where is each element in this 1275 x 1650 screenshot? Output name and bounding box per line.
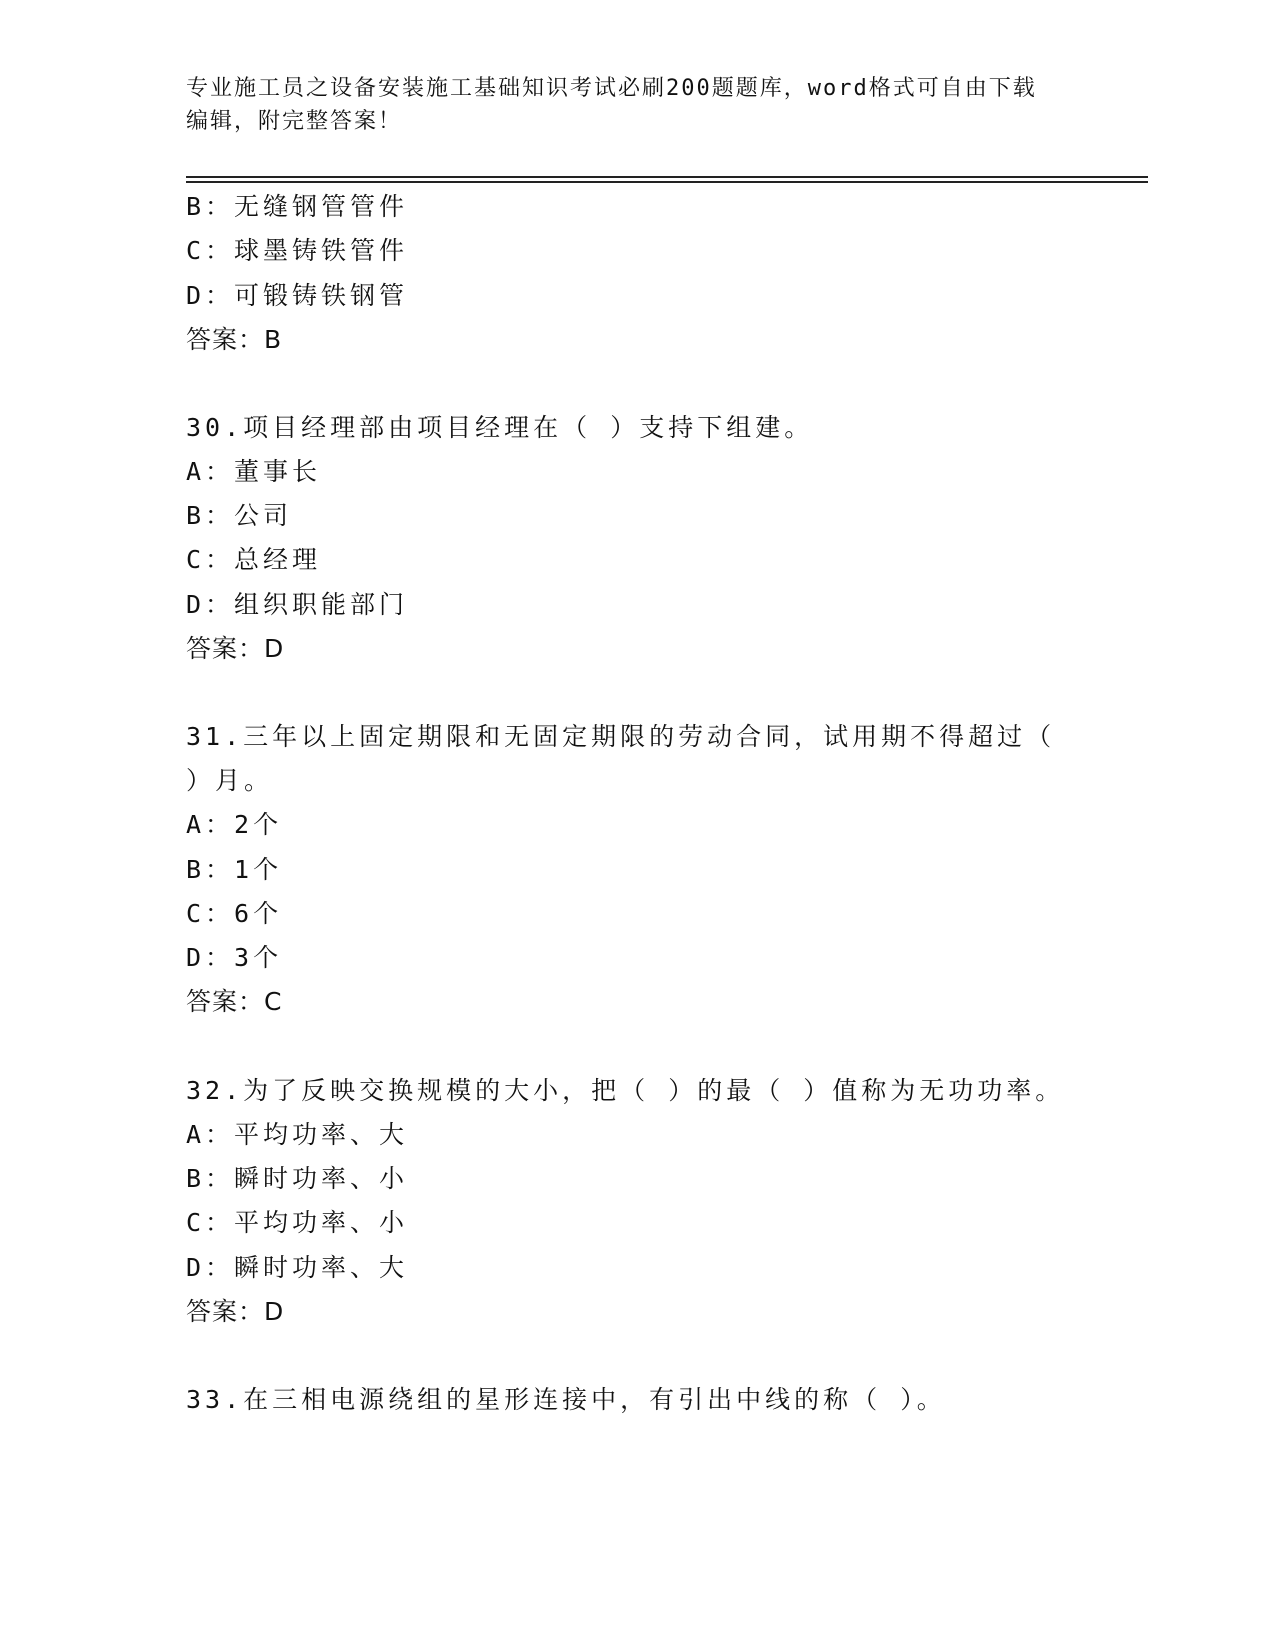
q30-option-d: D：组织职能部门 [186, 590, 409, 619]
q30-option-c: C：总经理 [186, 545, 322, 574]
q32-option-a: A：平均功率、大 [186, 1120, 409, 1149]
q31-option-b: B：1个 [186, 855, 283, 884]
q31-stem-line-1: 31.三年以上固定期限和无固定期限的劳动合同，试用期不得超过（ [186, 722, 1056, 751]
header-line-1: 专业施工员之设备安装施工基础知识考试必刷200题题库，word格式可自由下载 [186, 76, 1037, 101]
q32-option-d: D：瞬时功率、大 [186, 1253, 409, 1282]
q31-stem-line-2: ）月。 [186, 766, 274, 795]
q29-option-b: B：无缝钢管管件 [186, 192, 409, 221]
q30-option-b: B：公司 [186, 501, 293, 530]
header-divider-top [186, 176, 1148, 178]
q29-option-d: D：可锻铸铁钢管 [186, 281, 409, 310]
q30-stem: 30.项目经理部由项目经理在（ ）支持下组建。 [186, 413, 814, 442]
q29-option-c: C：球墨铸铁管件 [186, 236, 409, 265]
q29-answer: 答案：B [186, 325, 283, 354]
header-divider-bottom [186, 181, 1148, 183]
q30-option-a: A：董事长 [186, 457, 322, 486]
q31-answer: 答案：C [186, 987, 283, 1016]
q30-answer: 答案：D [186, 634, 285, 663]
q31-option-a: A：2个 [186, 810, 283, 839]
q33-stem: 33.在三相电源绕组的星形连接中，有引出中线的称（ ）。 [186, 1385, 946, 1414]
q32-option-b: B：瞬时功率、小 [186, 1164, 409, 1193]
q31-option-d: D：3个 [186, 943, 283, 972]
q32-answer: 答案：D [186, 1297, 285, 1326]
q32-stem: 32.为了反映交换规模的大小，把（ ）的最（ ）值称为无功功率。 [186, 1076, 1065, 1105]
q31-option-c: C：6个 [186, 899, 283, 928]
document-header [186, 72, 1086, 138]
header-line-2: 编辑，附完整答案！ [186, 109, 403, 134]
q32-option-c: C：平均功率、小 [186, 1208, 409, 1237]
